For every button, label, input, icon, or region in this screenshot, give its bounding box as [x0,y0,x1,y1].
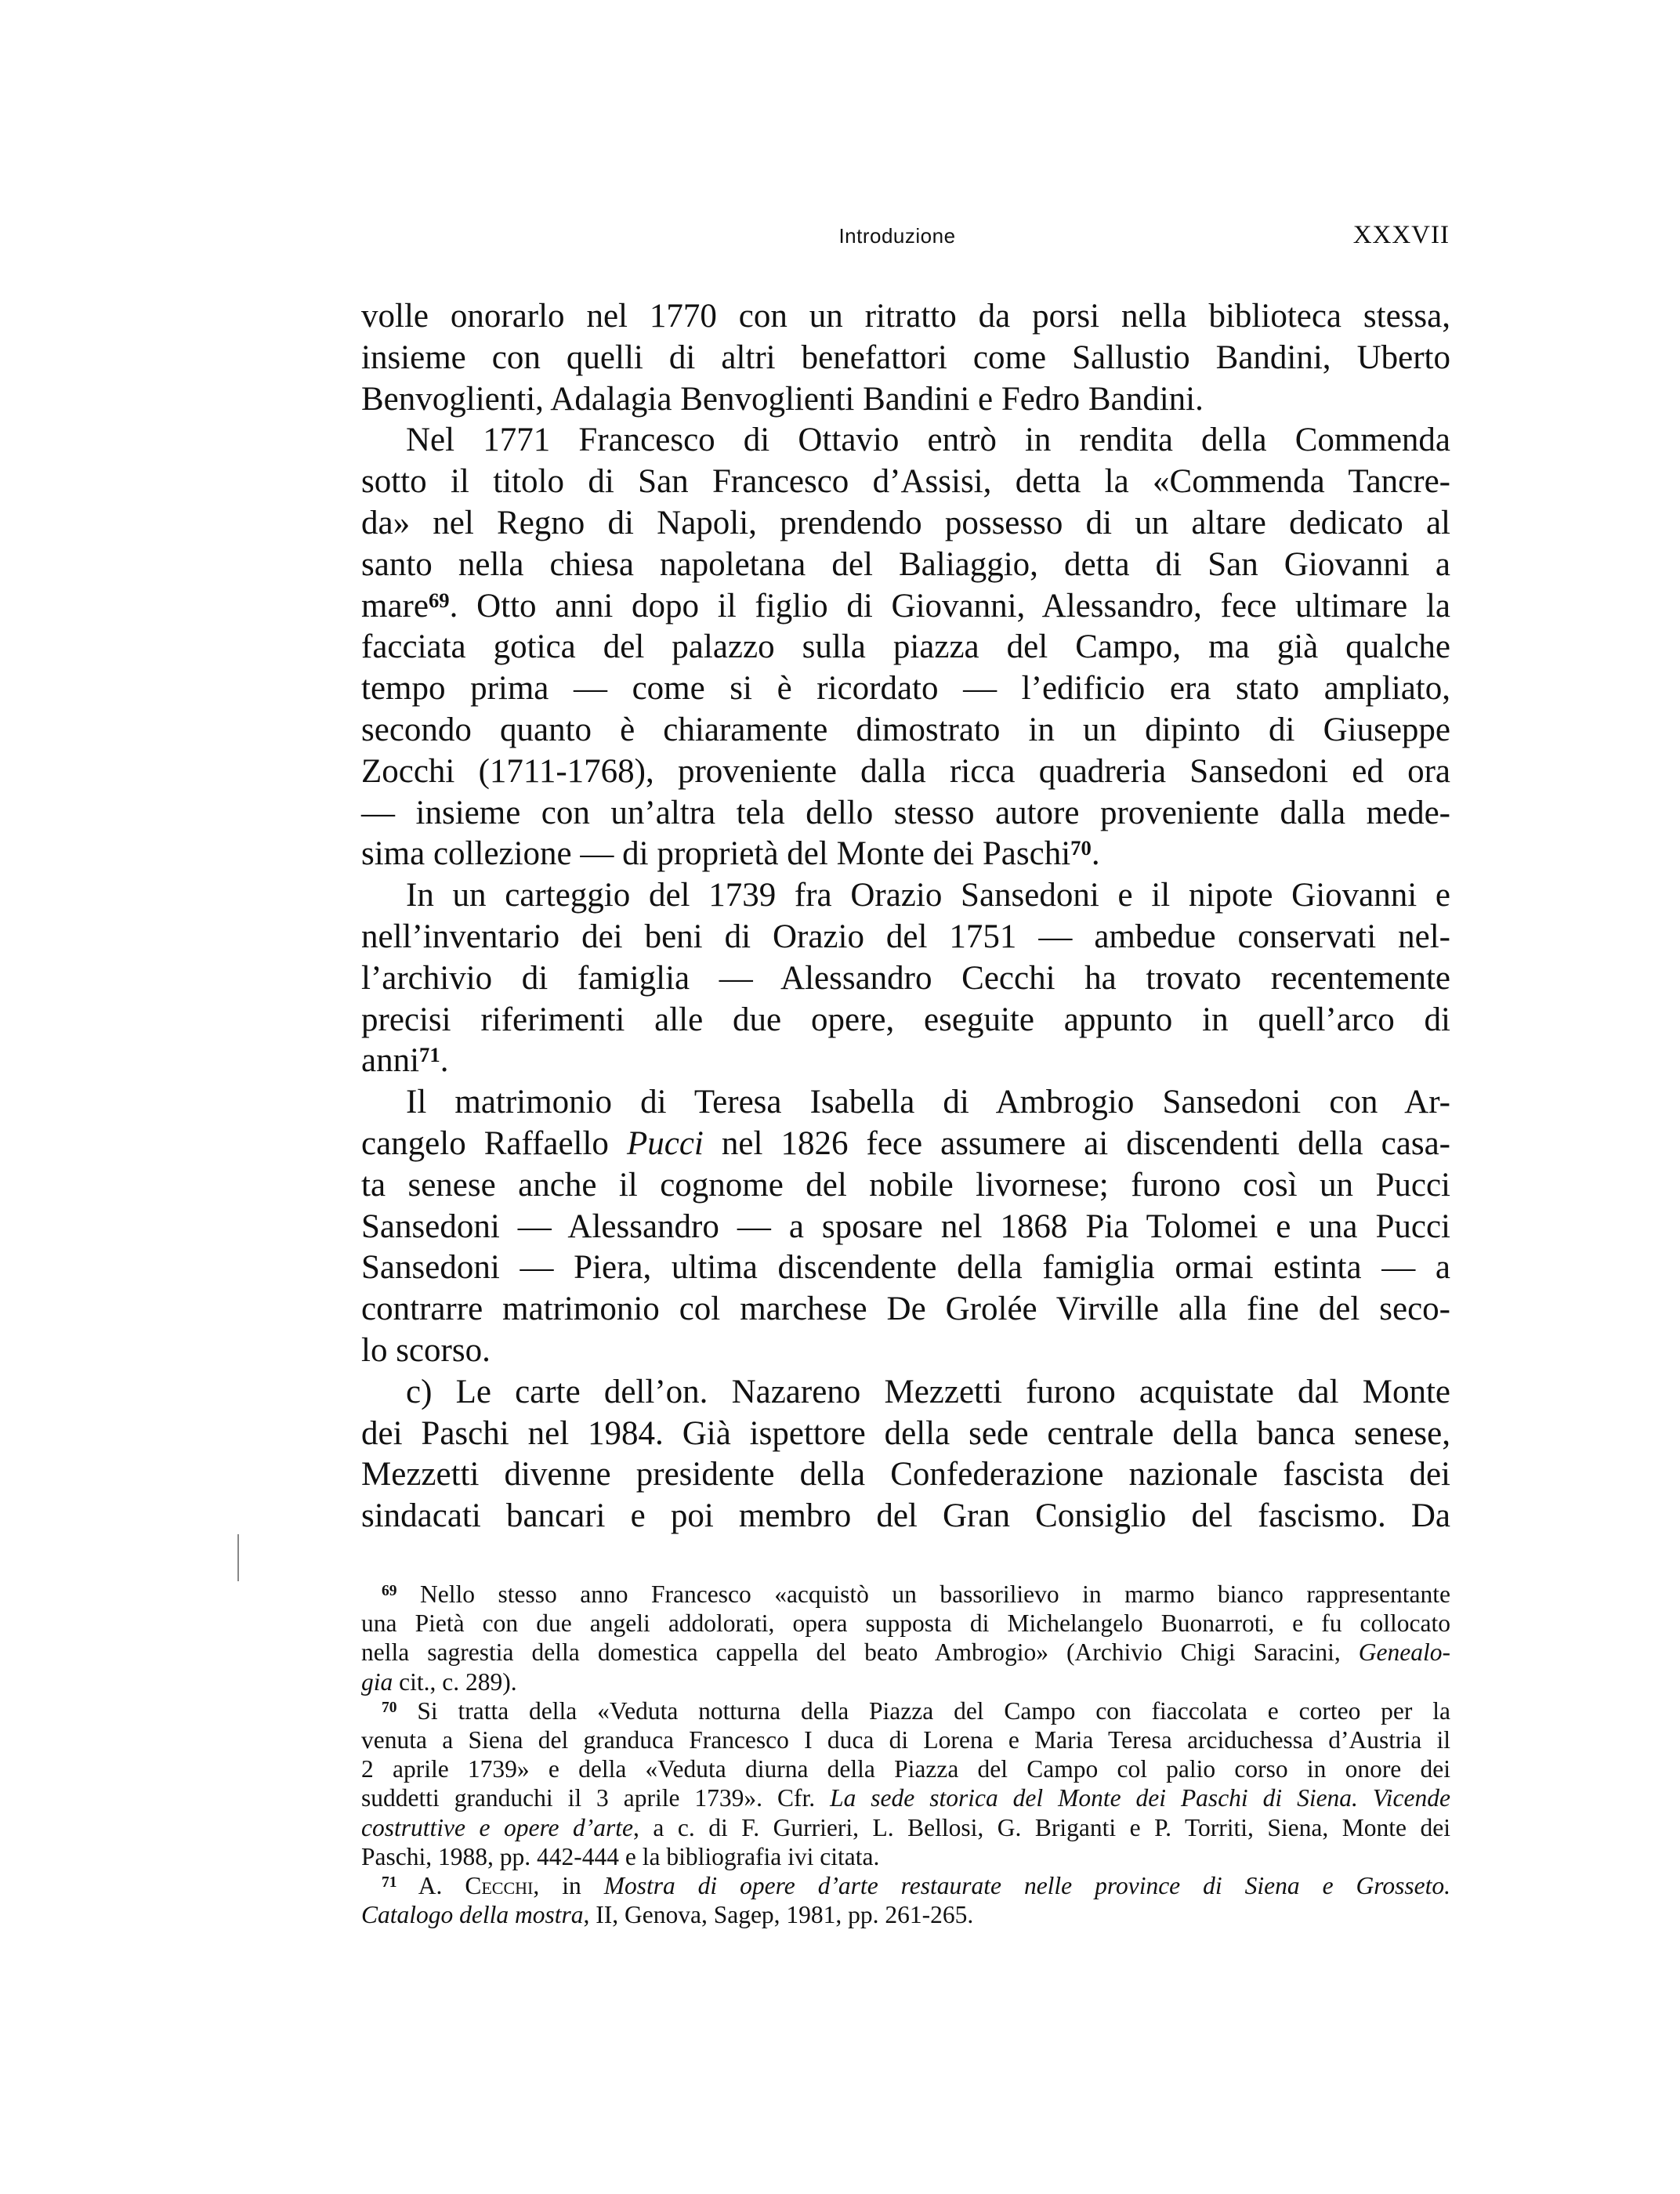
italic-text: Mostra di opere d’arte restaurate nelle province di Siena e Grosseto. [603,1871,1450,1899]
footnote-line [361,1813,1450,1842]
text-run: Paschi, 1988, pp. 442-444 e la bibliografia ivi citata. [361,1842,880,1870]
body-line [361,1207,1450,1248]
italic-text: gia [361,1667,393,1696]
body-line [361,1414,1450,1455]
footnote-line [361,1725,1450,1754]
text-run: . Otto anni dopo il figlio di Giovanni, Alessandro, fece ultimare la [449,587,1450,625]
footnote-paragraph [361,1696,1450,1871]
italic-text: Genealo- [1358,1638,1450,1667]
footnote-paragraph [361,1871,1450,1929]
footnote-line [361,1754,1450,1783]
text-run: precisi riferimenti alle due opere, eseguite appunto in quell’arco di [361,1001,1450,1038]
text-run: cit., c. 289). [393,1667,517,1696]
body-line [361,917,1450,958]
text-run: anni [361,1042,420,1080]
footnote-line [361,1842,1450,1871]
body-line [361,1289,1450,1331]
text-run: contrarre matrimonio col marchese De Grolée Virville alla fine del seco- [361,1291,1450,1328]
body-line [361,1496,1450,1537]
text-run: dei Paschi nel 1984. Già ispettore della sede centrale della banca senese, [361,1414,1450,1452]
text-run: Zocchi (1711-1768), proveniente dalla ricca quadreria Sansedoni ed ora [361,752,1450,790]
body-line [361,379,1450,421]
footnote-line [361,1871,1450,1900]
text-run: In un carteggio del 1739 fra Orazio Sansedoni e il nipote Giovanni e [406,877,1450,914]
body-paragraph [361,875,1450,1082]
page-number: XXXVII [1352,221,1450,249]
body-line [361,296,1450,338]
text-run: , in [533,1871,604,1899]
body-line [361,751,1450,793]
text-run: Sansedoni — Piera, ultima discendente della famiglia ormai estinta — a [361,1249,1450,1287]
text-run: suddetti granduchi il 3 aprile 1739». Cfr. [361,1784,831,1812]
footnote-ref: 71 [382,1874,397,1892]
body-line [361,1041,1450,1082]
body-paragraph [361,420,1450,875]
italic-text: costruttive e opere d’arte [361,1813,634,1841]
margin-mark [237,1534,239,1581]
body-line [361,834,1450,875]
text-run: sotto il titolo di San Francesco d’Assisi, detta la «Commenda Tancre- [361,463,1450,501]
body-line [361,1331,1450,1372]
body-line [361,710,1450,751]
body-text [361,296,1450,1537]
body-line [361,545,1450,586]
footnote-ref: 69 [428,588,450,612]
text-run: Sansedoni — Alessandro — a sposare nel 1868 Pia Tolomei e una Pucci [361,1207,1450,1245]
text-run: ta senese anche il cognome del nobile livornese; furono così un Pucci [361,1166,1450,1204]
footnote-paragraph [361,1580,1450,1696]
running-title: Introduzione [838,224,956,248]
text-run: A. [396,1871,465,1899]
text-run: sindacati bancari e poi membro del Gran Consiglio del fascismo. Da [361,1497,1450,1535]
text-run: facciata gotica del palazzo sulla piazza del Campo, ma già qualche [361,628,1450,666]
text-run: una Pietà con due angeli addolorati, opera supposta di Michelangelo Buonarroti, e fu collocato [361,1609,1450,1638]
text-run: Mezzetti divenne presidente della Confederazione nazionale fascista dei [361,1456,1450,1493]
text-run: mare [361,587,429,625]
text-run: . [440,1042,449,1080]
italic-text: Catalogo della mostra [361,1901,584,1929]
footnotes [361,1580,1450,1929]
footnote-ref: 69 [382,1583,397,1600]
body-line [361,462,1450,503]
author-name: Cecchi [465,1871,534,1899]
text-run: nell’inventario dei beni di Orazio del 1751 — ambedue conservati nel- [361,918,1450,955]
body-line [361,1247,1450,1289]
text-run: nella sagrestia della domestica cappella del beato Ambrogio» (Archivio Chigi Saracini, [361,1638,1359,1667]
text-run: Nello stesso anno Francesco «acquistò un bassorilievo in marmo bianco rappresentante [396,1580,1450,1608]
text-run: nel 1826 fece assumere ai discendenti della casa- [703,1124,1450,1162]
footnote-line [361,1638,1450,1667]
body-paragraph [361,1082,1450,1372]
footnote-line [361,1900,1450,1929]
text-run: da» nel Regno di Napoli, prendendo possesso di un altare dedicato al [361,504,1450,541]
text-run: — insieme con un’altra tela dello stesso autore proveniente dalla mede- [361,794,1450,831]
body-paragraph [361,1372,1450,1537]
footnote-line [361,1696,1450,1725]
footnote-ref: 71 [419,1043,440,1067]
footnote-line [361,1783,1450,1812]
text-run: santo nella chiesa napoletana del Baliaggio, detta di San Giovanni a [361,545,1450,583]
text-run: secondo quanto è chiaramente dimostrato in un dipinto di Giuseppe [361,711,1450,748]
text-run: . [1091,835,1100,873]
text-run: tempo prima — come si è ricordato — l’edificio era stato ampliato, [361,670,1450,708]
body-line [361,1165,1450,1207]
text-run: sima collezione — di proprietà del Monte dei Paschi [361,835,1071,873]
text-run: cangelo Raffaello [361,1124,627,1162]
body-line [361,503,1450,545]
body-line [361,793,1450,835]
body-line [361,1124,1450,1165]
text-run: 2 aprile 1739» e della «Veduta diurna della Piazza del Campo col palio corso in onore dei [361,1755,1450,1783]
body-line [361,338,1450,379]
body-paragraph [361,296,1450,420]
body-line [361,668,1450,710]
italic-text: La sede storica del Monte dei Paschi di Siena. Vicende [830,1784,1450,1812]
text-run: , a c. di F. Gurrieri, L. Bellosi, G. Briganti e P. Torriti, Siena, Monte dei [633,1813,1450,1841]
italic-text: Pucci [626,1124,704,1162]
footnote-ref: 70 [1070,836,1092,860]
text-run: , II, Genova, Sagep, 1981, pp. 261-265. [583,1901,974,1929]
text-run: volle onorarlo nel 1770 con un ritratto da porsi nella biblioteca stessa, [361,298,1450,335]
body-line [361,1454,1450,1496]
text-run: lo scorso. [361,1331,491,1369]
body-line [361,627,1450,668]
body-line [361,420,1450,462]
body-line [361,1000,1450,1041]
text-run: Nel 1771 Francesco di Ottavio entrò in rendita della Commenda [406,422,1450,459]
body-line [361,958,1450,1000]
body-line [361,586,1450,628]
text-run: Benvoglienti, Adalagia Benvoglienti Bandini e Fedro Bandini. [361,380,1204,418]
footnote-line [361,1667,1450,1696]
footnote-line [361,1609,1450,1638]
text-run: insieme con quelli di altri benefattori come Sallustio Bandini, Uberto [361,339,1450,376]
body-line [361,1082,1450,1124]
footnote-line [361,1580,1450,1609]
text-run: venuta a Siena del granduca Francesco I duca di Lorena e Maria Teresa arciduchessa d’Austria il [361,1725,1450,1754]
text-run: Si tratta della «Veduta notturna della Piazza del Campo con fiaccolata e corteo per la [396,1696,1450,1725]
footnote-ref: 70 [382,1699,397,1716]
body-line [361,875,1450,917]
text-run: Il matrimonio di Teresa Isabella di Ambrogio Sansedoni con Ar- [406,1084,1450,1121]
text-run: l’archivio di famiglia — Alessandro Cecchi ha trovato recentemente [361,959,1450,997]
text-run: c) Le carte dell’on. Nazareno Mezzetti furono acquistate dal Monte [406,1373,1450,1410]
body-line [361,1372,1450,1414]
